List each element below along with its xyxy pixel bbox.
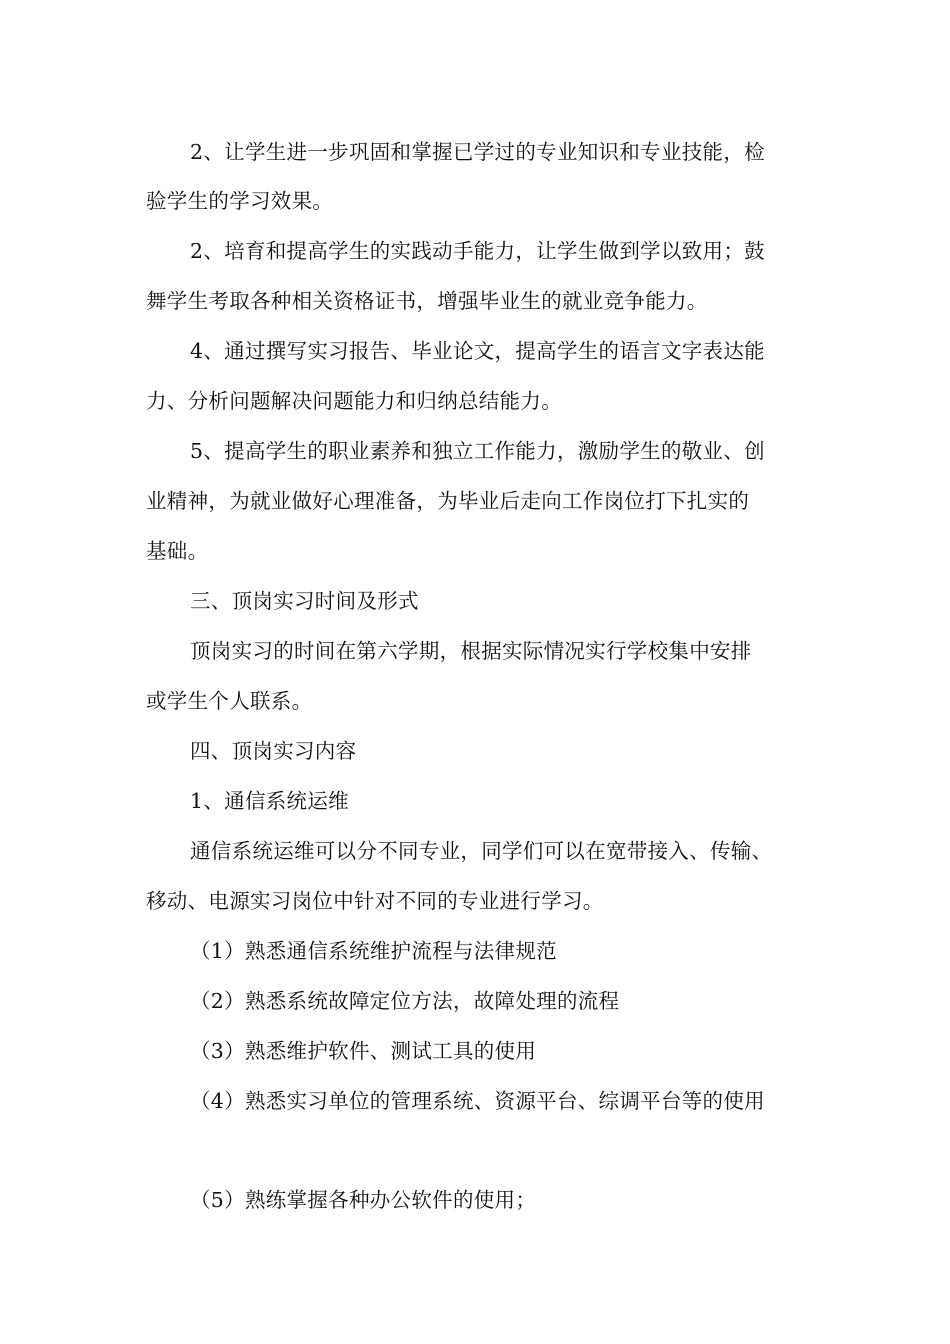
paragraph-6-line-1: 通信系统运维可以分不同专业，同学们可以在宽带接入、传输、 <box>190 839 773 863</box>
paragraph-4-line-2: 业精神，为就业做好心理准备，为毕业后走向工作岗位打下扎实的 <box>146 489 750 513</box>
section-heading-3: 三、顶岗实习时间及形式 <box>190 589 419 613</box>
list-item-2: （2）熟悉系统故障定位方法，故障处理的流程 <box>190 989 620 1013</box>
paragraph-3-line-2: 力、分析问题解决问题能力和归纳总结能力。 <box>146 389 562 413</box>
list-item-4: （4）熟悉实习单位的管理系统、资源平台、综调平台等的使用 <box>190 1089 765 1113</box>
paragraph-1-line-1: 2、让学生进一步巩固和掌握已学过的专业知识和专业技能，检 <box>190 140 765 164</box>
subheading-1: 1、通信系统运维 <box>190 789 349 813</box>
paragraph-2-line-2: 舞学生考取各种相关资格证书，增强毕业生的就业竞争能力。 <box>146 289 708 313</box>
list-item-3: （3）熟悉维护软件、测试工具的使用 <box>190 1039 537 1063</box>
paragraph-5-line-1: 顶岗实习的时间在第六学期，根据实际情况实行学校集中安排 <box>190 639 752 663</box>
list-item-1: （1）熟悉通信系统维护流程与法律规范 <box>190 939 557 963</box>
paragraph-4-line-3: 基础。 <box>146 539 209 563</box>
paragraph-5-line-2: 或学生个人联系。 <box>146 689 313 713</box>
paragraph-6-line-2: 移动、电源实习岗位中针对不同的专业进行学习。 <box>146 889 604 913</box>
section-heading-4: 四、顶岗实习内容 <box>190 739 357 763</box>
paragraph-2-line-1: 2、培育和提高学生的实践动手能力，让学生做到学以致用；鼓 <box>190 239 765 263</box>
paragraph-3-line-1: 4、通过撰写实习报告、毕业论文，提高学生的语言文字表达能 <box>190 339 765 363</box>
paragraph-1-line-2: 验学生的学习效果。 <box>146 189 334 213</box>
list-item-5: （5）熟练掌握各种办公软件的使用； <box>190 1188 537 1212</box>
paragraph-4-line-1: 5、提高学生的职业素养和独立工作能力，激励学生的敬业、创 <box>190 439 765 463</box>
